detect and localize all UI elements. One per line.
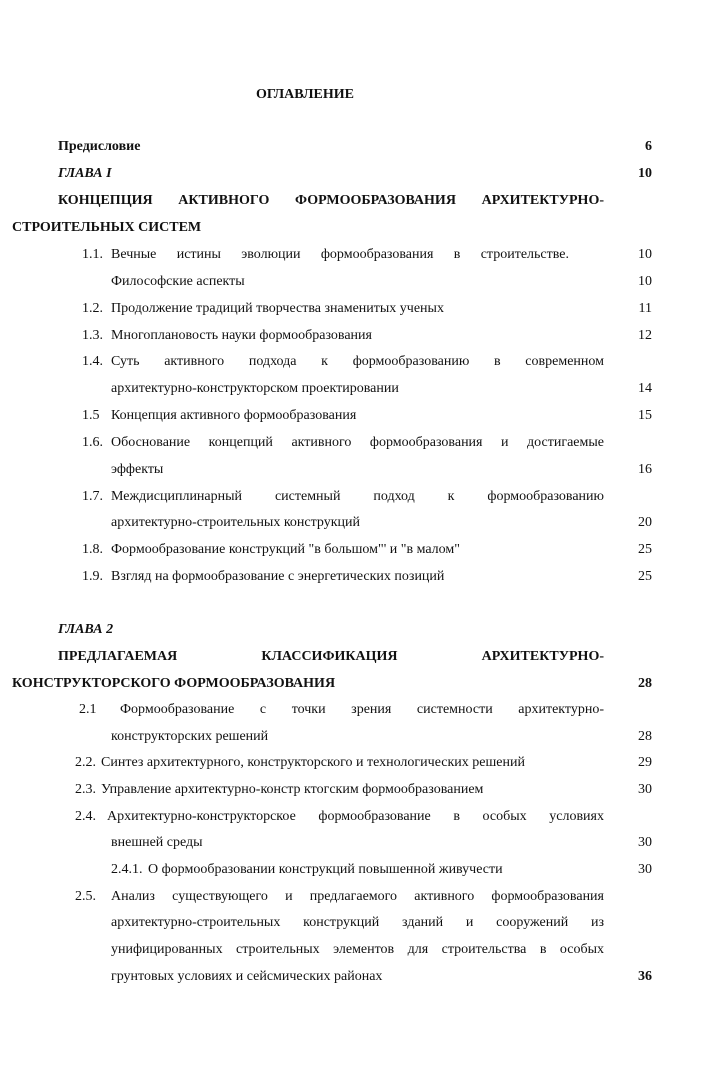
- item-page: 16: [638, 462, 652, 477]
- chapter2-title-line1: ПРЕДЛАГАЕМАЯ КЛАССИФИКАЦИЯ АРХИТЕКТУРНО-: [58, 649, 604, 664]
- item-number: 1.6.: [82, 435, 103, 450]
- item-text: Междисциплинарный системный подход к формообразованию: [111, 489, 604, 504]
- item-number: 2.4.: [75, 809, 96, 824]
- item-text: Философские аспекты: [111, 274, 245, 289]
- item-page: 25: [638, 542, 652, 557]
- item-page: 10: [638, 247, 652, 262]
- item-number: 1.1.: [82, 247, 103, 262]
- item-text: Суть активного подхода к формообразованию в современном: [111, 354, 604, 369]
- item-number: 2.4.1.: [111, 862, 143, 877]
- item-number: 2.5.: [75, 889, 96, 904]
- item-number: 2.1: [79, 702, 97, 717]
- preface-label: Предисловие: [58, 139, 141, 154]
- item-page: 14: [638, 381, 652, 396]
- item-text: Управление архитектурно-констр ктогским формообразованием: [101, 782, 484, 797]
- chapter1-title-line1: КОНЦЕПЦИЯ АКТИВНОГО ФОРМООБРАЗОВАНИЯ АРХИТЕКТУРНО-: [58, 193, 604, 208]
- item-text: внешней среды: [111, 835, 203, 850]
- item-page: 29: [638, 755, 652, 770]
- item-number: 2.2.: [75, 755, 96, 770]
- item-text: О формообразовании конструкций повышенной живучести: [148, 862, 503, 877]
- chapter2-label: ГЛАВА 2: [58, 622, 114, 637]
- item-text: архитектурно-строительных конструкций зданий и сооружений из: [111, 915, 604, 930]
- item-page: 12: [638, 328, 652, 343]
- item-number: 1.5: [82, 408, 100, 423]
- chapter1-page: 10: [638, 166, 652, 181]
- item-text: Архитектурно-конструкторское формообразование в особых условиях: [107, 809, 604, 824]
- item-number: 1.2.: [82, 301, 103, 316]
- item-number: 1.4.: [82, 354, 103, 369]
- item-page: 30: [638, 782, 652, 797]
- item-text: Обоснование концепций активного формообразования и достигаемые: [111, 435, 604, 450]
- item-page: 30: [638, 862, 652, 877]
- item-number: 1.7.: [82, 489, 103, 504]
- item-text: Формообразование с точки зрения системности архитектурно-: [120, 702, 604, 717]
- item-text: конструкторских решений: [111, 729, 269, 744]
- chapter1-title-line2: СТРОИТЕЛЬНЫХ СИСТЕМ: [12, 220, 202, 235]
- item-page: 10: [638, 274, 652, 289]
- chapter1-label: ГЛАВА I: [58, 166, 112, 181]
- item-text: архитектурно-строительных конструкций: [111, 515, 361, 530]
- preface-page: 6: [645, 139, 652, 154]
- item-text: унифицированных строительных элементов для строительства в особых: [111, 942, 604, 957]
- item-page: 20: [638, 515, 652, 530]
- item-text: Взгляд на формообразование с энергетических позиций: [111, 569, 445, 584]
- toc-title: ОГЛАВЛЕНИЕ: [256, 87, 354, 102]
- chapter2-page: 28: [638, 676, 652, 691]
- item-number: 1.9.: [82, 569, 103, 584]
- item-number: 1.3.: [82, 328, 103, 343]
- item-page: 28: [638, 729, 652, 744]
- item-text: эффекты: [111, 462, 164, 477]
- item-text: Многоплановость науки формообразования: [111, 328, 372, 343]
- item-page: 11: [638, 301, 652, 316]
- item-number: 1.8.: [82, 542, 103, 557]
- item-text: Продолжение традиций творчества знаменитых ученых: [111, 301, 444, 316]
- item-text: Синтез архитектурного, конструкторского и технологических решений: [101, 755, 525, 770]
- item-page: 25: [638, 569, 652, 584]
- item-number: 2.3.: [75, 782, 96, 797]
- item-text: Вечные истины эволюции формообразования в строительстве.: [111, 247, 569, 262]
- item-text: Формообразование конструкций "в большом"' и "в малом": [111, 542, 460, 557]
- chapter2-title-line2: КОНСТРУКТОРСКОГО ФОРМООБРАЗОВАНИЯ: [12, 676, 336, 691]
- item-text: грунтовых условиях и сейсмических районах: [111, 969, 383, 984]
- item-text: Анализ существующего и предлагаемого активного формообразования: [111, 889, 604, 904]
- item-page: 30: [638, 835, 652, 850]
- item-text: Концепция активного формообразования: [111, 408, 357, 423]
- item-page: 36: [638, 969, 652, 984]
- item-text: архитектурно-конструкторском проектировании: [111, 381, 399, 396]
- item-page: 15: [638, 408, 652, 423]
